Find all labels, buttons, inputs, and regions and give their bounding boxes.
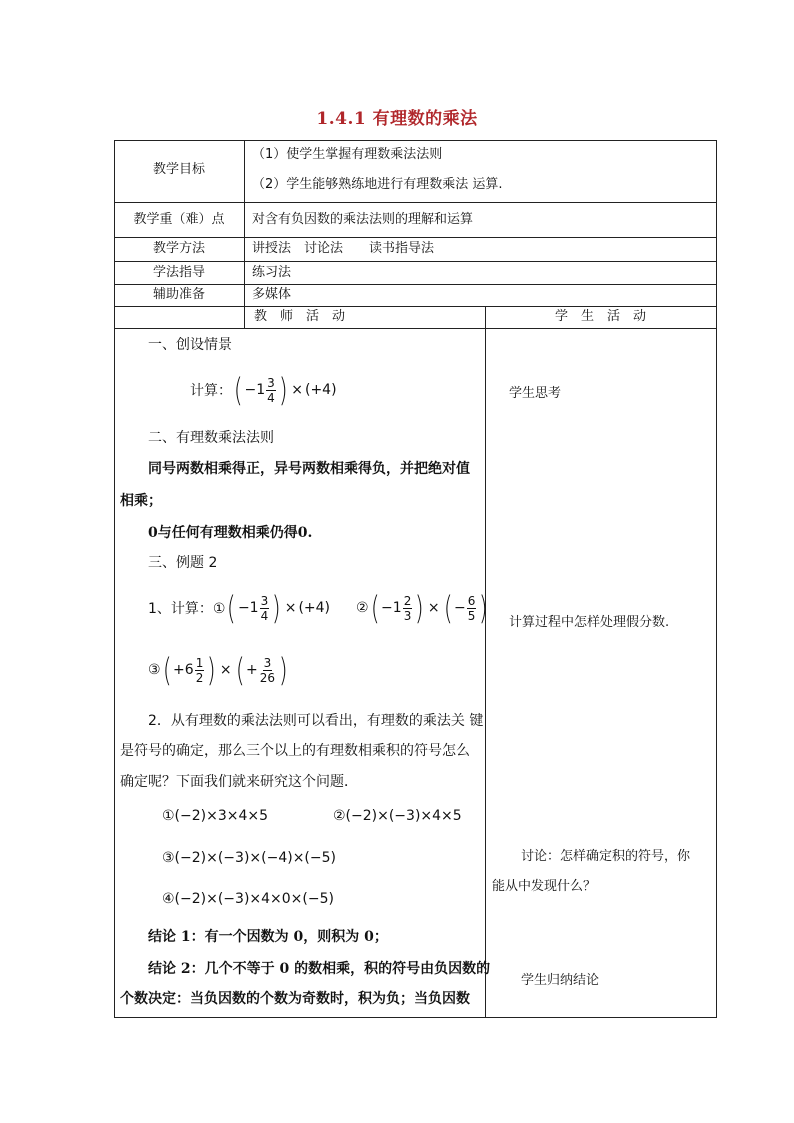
fraction: $\frac{1}{2}$ xyxy=(195,655,204,685)
page-title: 1.4.1 有理数的乘法 xyxy=(316,109,478,129)
table-divider xyxy=(114,284,717,285)
times-sign: × xyxy=(291,382,303,398)
table-divider xyxy=(114,261,717,262)
paragraph-2-line-3: 确定呢？下面我们就来研究这个问题． xyxy=(120,774,358,790)
section-3-heading: 三、例题 2 xyxy=(148,555,218,571)
method-label: 教学方法 xyxy=(152,241,205,256)
table-border-top xyxy=(114,140,717,141)
conclusion-2-line-2: 个数决定：当负因数的个数为奇数时，积为负；当负因数 xyxy=(120,991,470,1007)
section-1-heading: 一、创设情景 xyxy=(148,337,232,353)
label-column-divider xyxy=(244,140,245,328)
section-2-heading: 二、有理数乘法法则 xyxy=(148,430,274,446)
key-label: 教学重（难）点 xyxy=(133,212,225,227)
rule-line-2: 相乘； xyxy=(120,493,162,509)
aid-label: 辅助准备 xyxy=(152,287,205,302)
paragraph-2-line-2: 是符号的确定，那么三个以上的有理数相乘积的符号怎么 xyxy=(120,743,470,759)
activity-column-divider xyxy=(485,306,486,1018)
fraction: $\frac{3}{4}$ xyxy=(267,375,275,405)
method-value: 讲授法 讨论法 读书指导法 xyxy=(252,241,435,256)
right-paren: ) xyxy=(278,371,288,409)
factor: (+4) xyxy=(304,382,337,398)
fraction: $\frac{3}{26}$ xyxy=(259,655,276,685)
fraction: $\frac{2}{3}$ xyxy=(403,593,412,623)
table-divider xyxy=(114,328,717,329)
example-prefix: 1、计算：① xyxy=(148,601,226,617)
left-paren: ( xyxy=(233,371,243,409)
student-note-2: 计算过程中怎样处理假分数. xyxy=(509,615,670,630)
aid-value: 多媒体 xyxy=(252,287,292,302)
rule-line-3: 0与任何有理数相乘仍得0. xyxy=(148,525,313,541)
example-1b: ② ( −1 $\frac{2}{3}$ ) × ( − $\frac{6}{5}$ ) xyxy=(356,589,489,627)
mixed-whole: −1 xyxy=(244,382,266,398)
fraction: $\frac{6}{5}$ xyxy=(467,593,476,623)
student-note-3-line-1: 讨论：怎样确定积的符号，你 xyxy=(521,849,691,864)
goal-item-2: （2）学生能够熟练地进行有理数乘法 运算. xyxy=(252,177,503,192)
calc-prefix: 计算： xyxy=(190,383,232,399)
goal-item-1: （1）使学生掌握有理数乘法法则 xyxy=(252,147,443,162)
conclusion-2-line-1: 结论 2：几个不等于 0 的数相乘，积的符号由负因数的 xyxy=(148,961,491,977)
table-divider xyxy=(114,202,717,203)
student-note-4: 学生归纳结论 xyxy=(521,973,600,988)
example-1c: ③ ( +6 $\frac{1}{2}$ ) × ( + $\frac{3}{26}$ ) xyxy=(148,651,288,689)
conclusion-1: 结论 1：有一个因数为 0，则积为 0； xyxy=(148,929,388,945)
student-note-1: 学生思考 xyxy=(509,386,562,401)
expression-1: ①(−2)×3×4×5 xyxy=(162,808,269,824)
key-value: 对含有负因数的乘法法则的理解和运算 xyxy=(252,212,474,227)
example-1a: 1、计算：① ( −1 $\frac{3}{4}$ ) × (+4) xyxy=(148,589,331,627)
fraction: $\frac{3}{4}$ xyxy=(260,593,269,623)
learning-value: 练习法 xyxy=(252,265,292,280)
circled-3: ③ xyxy=(148,662,161,678)
intro-calculation xyxy=(190,366,337,414)
expression-2: ②(−2)×(−3)×4×5 xyxy=(333,808,462,824)
circled-2: ② xyxy=(356,600,369,616)
table-border-right xyxy=(716,140,717,1018)
student-note-3-line-2: 能从中发现什么？ xyxy=(492,879,597,894)
goal-label: 教学目标 xyxy=(152,162,205,177)
table-border-bottom xyxy=(114,1017,717,1018)
table-divider xyxy=(114,306,717,307)
expression-3: ③(−2)×(−3)×(−4)×(−5) xyxy=(162,850,336,866)
table-divider xyxy=(114,237,717,238)
learning-label: 学法指导 xyxy=(152,265,205,280)
expression-4: ④(−2)×(−3)×4×0×(−5) xyxy=(162,891,334,907)
student-activity-header: 学 生 活 动 xyxy=(554,309,646,324)
teacher-activity-header: 教 师 活 动 xyxy=(253,309,345,324)
rule-line-1: 同号两数相乘得正，异号两数相乘得负，并把绝对值 xyxy=(148,461,470,477)
paragraph-2-line-1: 2．从有理数的乘法法则可以看出，有理数的乘法关 键 xyxy=(148,713,484,729)
